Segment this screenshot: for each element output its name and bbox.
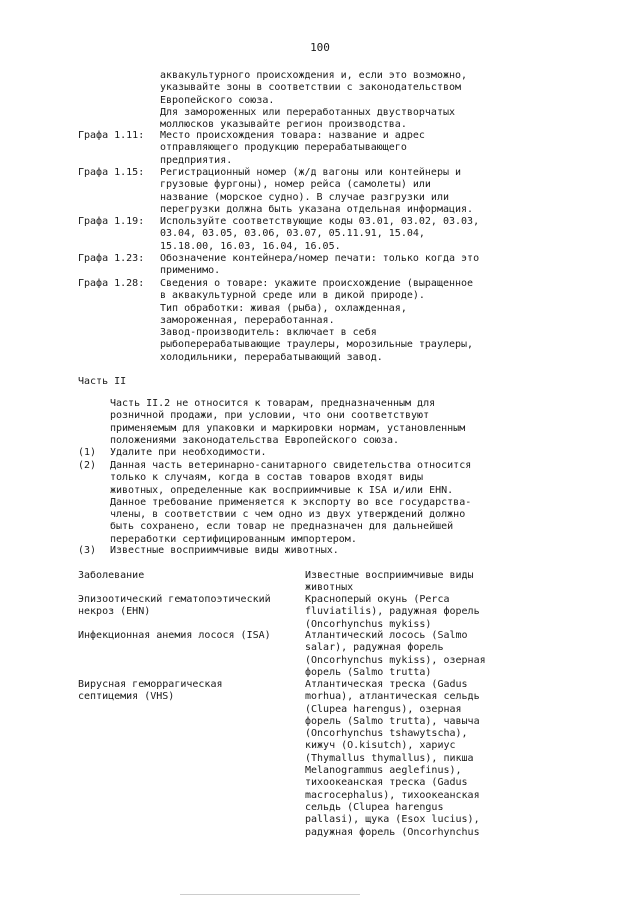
text-line: Используйте соответствующие коды 03.01, 03.02, 03.03, <box>160 216 480 227</box>
table-row-disease <box>78 630 288 642</box>
text-line: холодильники, перерабатывающий завод. <box>160 351 383 363</box>
table-row-species <box>305 679 502 839</box>
note-3 <box>78 545 502 557</box>
text-line: Европейского союза. <box>160 94 275 106</box>
text-line: pallasi), щука (Esox lucius), <box>305 814 480 826</box>
table-header-species <box>305 570 502 595</box>
grafa-label: Графа 1.15: <box>78 167 145 178</box>
text-line: Известные восприимчивые виды животных. <box>110 545 339 556</box>
text-line: (Oncorhynchus mykiss) <box>305 618 432 630</box>
text-line: применяемым для упаковки и маркировки нормам, установленным <box>110 422 466 434</box>
text-line: Обозначение контейнера/номер печати: только когда это <box>160 253 480 264</box>
text-line: перегрузки должна быть указана отдельная информация. <box>160 203 474 215</box>
text-line: замороженная, переработанная. <box>160 314 335 326</box>
text-line: Регистрационный номер (ж/д вагоны или контейнеры и <box>160 167 462 178</box>
text-line: Эпизоотический гематопоэтический <box>78 594 271 605</box>
text-line: salar), радужная форель <box>305 642 444 654</box>
text-line: Часть II.2 не относится к товарам, предназначенным для <box>110 398 436 409</box>
text-line: (Clupea harengus), озерная <box>305 703 462 715</box>
note-2 <box>78 460 502 546</box>
note-index: (2) <box>78 460 97 471</box>
grafa-content <box>160 216 502 253</box>
text-line: (Oncorhynchus mykiss), озерная <box>305 654 486 666</box>
text-line: Красноперый окунь (Perca <box>305 594 450 605</box>
text-line: животных, определенные как восприимчивые к ISA и/или EHN. <box>110 484 454 496</box>
table-row-disease <box>78 679 288 704</box>
text-line: отправляющего продукцию перерабатывающего <box>160 142 407 154</box>
text-line: fluviatilis), радужная форель <box>305 606 480 618</box>
text-line: кижуч (O.kisutch), хариус <box>305 740 456 752</box>
text-line: форель (Salmo trutta), чавыча <box>305 715 480 727</box>
text-line: Известные восприимчивые виды <box>305 570 474 581</box>
text-line: рыбоперерабатывающие траулеры, морозильные траулеры, <box>160 339 474 351</box>
grafa-content <box>160 130 502 167</box>
grafa-content <box>160 253 502 278</box>
text-line: Для замороженных или переработанных двустворчатых <box>160 106 456 118</box>
text-line: моллюсков указывайте регион производства. <box>160 119 407 131</box>
text-line: быть сохранено, если товар не предназначен для дальнейшей <box>110 521 454 533</box>
grafa-label: Графа 1.19: <box>78 216 145 227</box>
text-line: применимо. <box>160 265 221 277</box>
text-line: указывайте зоны в соответствии с законодательством <box>160 82 462 94</box>
text-line: название (морское судно). В случае разгрузки или <box>160 191 449 203</box>
text-line: Вирусная геморрагическая <box>78 679 223 690</box>
text-line: переработки сертифицированным импортером. <box>110 533 357 545</box>
text-line: тихоокеанская треска (Gadus <box>305 777 468 789</box>
text-line: некроз (EHN) <box>78 606 151 618</box>
text-line: Сведения о товаре: укажите происхождение (выращенное <box>160 278 474 289</box>
table-row-disease <box>78 594 288 619</box>
part-heading: Часть II <box>78 376 127 387</box>
grafa-label: Графа 1.23: <box>78 253 145 264</box>
text-line: Завод-производитель: включает в себя <box>160 327 377 339</box>
note-1 <box>78 447 502 459</box>
table-header-disease: Заболевание <box>78 570 145 581</box>
text-line: Данная часть ветеринарно-санитарного свидетельства относится <box>110 460 472 471</box>
table-row-species <box>305 630 502 679</box>
text-line: Инфекционная анемия лосося (ISA) <box>78 630 271 641</box>
text-line: предприятия. <box>160 154 233 166</box>
text-line: форель (Salmo trutta) <box>305 666 432 678</box>
text-line: положениями законодательства Европейского союза. <box>110 434 399 446</box>
text-line: члены, в соответствии с чем одно из двух утверждений должно <box>110 509 466 521</box>
text-line: грузовые фургоны), номер рейса (самолеты) или <box>160 179 431 191</box>
intro-paragraph <box>160 70 502 131</box>
text-line: (Thymallus thymallus), пикша <box>305 752 474 764</box>
grafa-label: Графа 1.28: <box>78 278 145 289</box>
note-index: (1) <box>78 447 97 458</box>
page-number: 100 <box>310 41 330 54</box>
text-line: животных <box>305 582 354 594</box>
text-line: Тип обработки: живая (рыба), охлажденная, <box>160 302 407 314</box>
text-line: только к случаям, когда в состав товаров входят виды <box>110 472 424 484</box>
text-line: аквакультурного происхождения и, если это возможно, <box>160 70 468 81</box>
text-line: (Oncorhynchus tshawytscha), <box>305 728 468 740</box>
text-line: розничной продажи, при условии, что они соответствуют <box>110 410 430 422</box>
text-line: Melanogrammus aeglefinus), <box>305 765 462 777</box>
text-line: радужная форель (Oncorhynchus <box>305 826 480 838</box>
note-index: (3) <box>78 545 97 556</box>
grafa-content <box>160 278 502 364</box>
scan-divider <box>180 894 360 895</box>
grafa-label: Графа 1.11: <box>78 130 145 141</box>
table-row-species <box>305 594 502 631</box>
text-line: 03.04, 03.05, 03.06, 03.07, 05.11.91, 15.04, <box>160 228 425 240</box>
text-line: macrocephalus), тихоокеанская <box>305 789 480 801</box>
text-line: Удалите при необходимости. <box>110 447 267 458</box>
text-line: Атлантическая треска (Gadus <box>305 679 468 690</box>
text-line: Данное требование применяется к экспорту во все государства- <box>110 496 472 508</box>
text-line: септицемия (VHS) <box>78 691 175 703</box>
text-line: сельдь (Clupea harengus <box>305 801 444 813</box>
grafa-content <box>160 167 502 216</box>
text-line: morhua), атлантическая сельдь <box>305 691 480 703</box>
text-line: 15.18.00, 16.03, 16.04, 16.05. <box>160 240 341 252</box>
text-line: Место происхождения товара: название и адрес <box>160 130 425 141</box>
text-line: Атлантический лосось (Salmo <box>305 630 468 641</box>
text-line: в аквакультурной среде или в дикой природе). <box>160 290 425 302</box>
part2-paragraph <box>110 398 502 447</box>
